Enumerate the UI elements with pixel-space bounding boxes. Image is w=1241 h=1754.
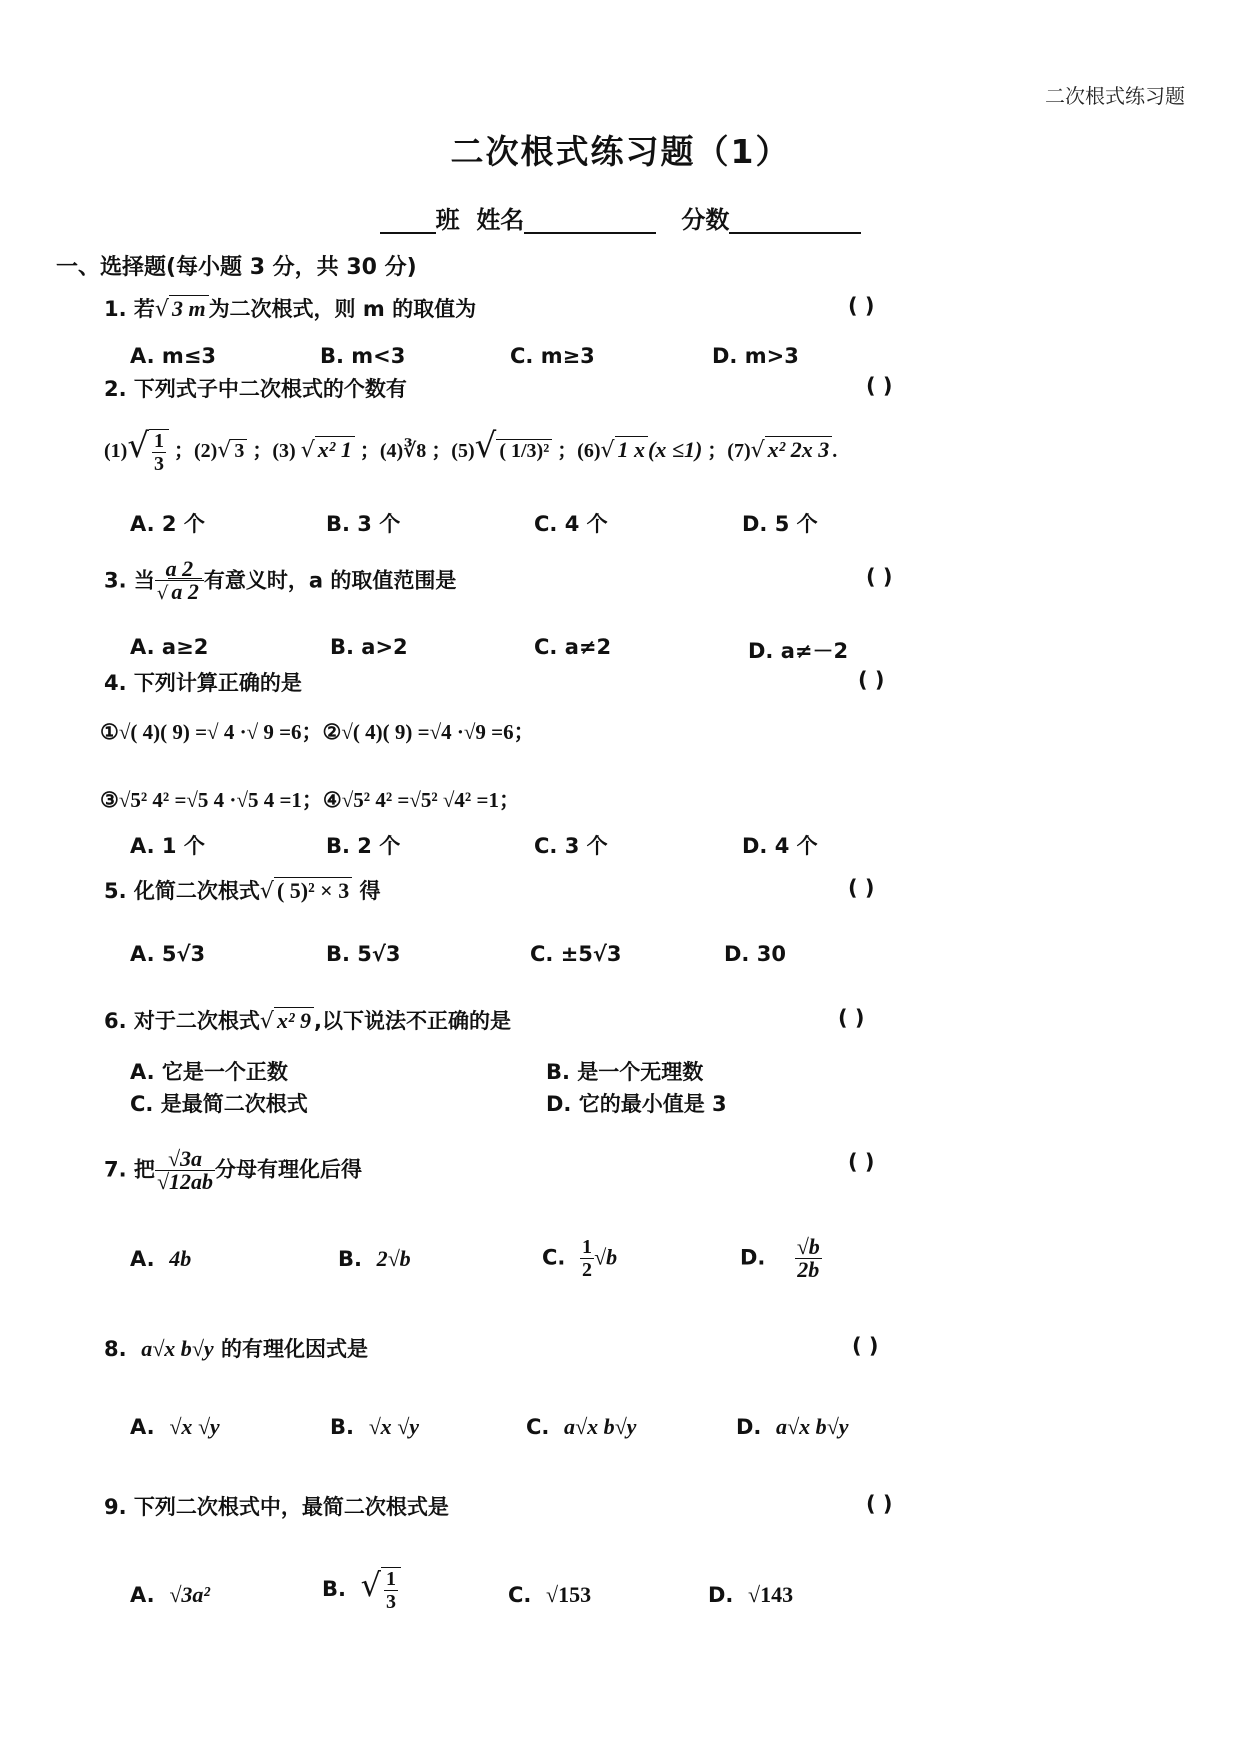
score-blank[interactable]	[729, 206, 861, 234]
score-label: 分数	[681, 206, 730, 234]
q2-sep-6: ；(7)	[707, 440, 751, 462]
q1-option-b[interactable]: B. m<3	[320, 344, 406, 368]
q2-expr-1-label: (1)	[104, 440, 128, 462]
q5-option-d[interactable]: D. 30	[724, 942, 786, 966]
q5-number: 5.	[104, 879, 127, 903]
q6-option-c[interactable]: C. 是最简二次根式	[130, 1092, 308, 1116]
q2-option-a[interactable]: A. 2 个	[130, 512, 205, 536]
q7-option-d[interactable]: D. $\frac{√b}{2b}$	[740, 1234, 820, 1282]
q8-option-c[interactable]: C. a√x b√y	[526, 1414, 637, 1439]
question-4	[104, 668, 302, 698]
q4-option-d[interactable]: D. 4 个	[742, 834, 818, 858]
question-1	[104, 294, 476, 325]
q1-option-d[interactable]: D. m>3	[712, 344, 799, 368]
q6-answer-paren[interactable]: ( )	[838, 1006, 865, 1030]
q2-option-c[interactable]: C. 4 个	[534, 512, 608, 536]
q7-option-a[interactable]: A. 4b	[130, 1246, 192, 1271]
q8-option-d[interactable]: D. a√x b√y	[736, 1414, 849, 1439]
student-info-line	[0, 200, 1241, 235]
sqrt-symbol: √	[127, 426, 149, 466]
q1-pre: 若	[133, 297, 155, 321]
question-9	[104, 1492, 449, 1522]
q9-text: 下列二次根式中，最简二次根式是	[133, 1495, 449, 1519]
q8-post: 的有理化因式是	[220, 1337, 368, 1361]
q2-option-d[interactable]: D. 5 个	[742, 512, 818, 536]
sqrt-symbol: √	[217, 438, 232, 463]
q2-expr-3: x² 1	[315, 436, 355, 462]
q6-option-a[interactable]: A. 它是一个正数	[130, 1060, 288, 1084]
q9-option-b[interactable]: B. √ $\frac{1}{3}$	[322, 1566, 401, 1613]
q2-expressions	[104, 426, 837, 475]
q5-post: 得	[359, 879, 381, 903]
page-title: 二次根式练习题（1）	[450, 132, 791, 171]
sqrt-symbol: √	[750, 438, 765, 463]
q3-answer-paren[interactable]: ( )	[866, 565, 893, 589]
q5-radicand: ( 5)² × 3	[274, 877, 352, 903]
q9-number: 9.	[104, 1495, 127, 1519]
running-header: 二次根式练习题	[1045, 84, 1185, 108]
question-8	[104, 1334, 368, 1364]
sqrt-symbol: √	[474, 426, 497, 466]
q4-statement-line-1: ①√( 4)( 9) =√ 4 ·√ 9 =6；②√( 4)( 9) =√4 ·√9 =6；	[100, 720, 535, 744]
q7-fraction: $\frac{√3a}{√12ab}$	[156, 1146, 213, 1194]
q2-sep-2: ；(3)	[252, 440, 296, 462]
q2-answer-paren[interactable]: ( )	[866, 374, 893, 398]
q8-option-b[interactable]: B. √x √y	[330, 1414, 420, 1439]
question-6	[104, 1006, 511, 1037]
q7-pre: 把	[133, 1157, 155, 1182]
q9-option-a[interactable]: A. √3a²	[130, 1582, 210, 1607]
q9-option-d[interactable]: D. √143	[708, 1582, 794, 1607]
q7-answer-paren[interactable]: ( )	[848, 1150, 875, 1174]
q1-radicand: 3 m	[169, 295, 209, 321]
q2-expr-5: ( 1/3)²	[496, 439, 552, 462]
q7-number: 7.	[104, 1157, 127, 1182]
q8-number: 8.	[104, 1337, 127, 1361]
q2-sep-4: ；(5)	[431, 440, 475, 462]
q2-end: .	[832, 440, 838, 462]
q3-option-a[interactable]: A. a≥2	[130, 635, 209, 659]
q8-option-a[interactable]: A. √x √y	[130, 1414, 220, 1439]
q5-option-c[interactable]: C. ±5√3	[530, 942, 622, 966]
q2-expr-4: ∛8	[403, 440, 427, 462]
class-blank[interactable]	[380, 206, 436, 234]
q2-expr-6: 1 x	[615, 436, 649, 462]
q3-fraction: $\frac{a 2}{√ a 2}$	[155, 558, 204, 605]
q2-expr-1-frac: $\frac{1}{3}$	[149, 429, 169, 475]
q1-option-a[interactable]: A. m≤3	[130, 344, 217, 368]
q6-post: ,以下说法不正确的是	[314, 1009, 512, 1033]
sqrt-symbol: √	[300, 438, 315, 463]
q4-answer-paren[interactable]: ( )	[858, 668, 885, 692]
q2-sep-5: ；(6)	[557, 440, 601, 462]
q6-option-b[interactable]: B. 是一个无理数	[546, 1060, 704, 1084]
q3-option-b[interactable]: B. a>2	[330, 635, 408, 659]
q6-radicand: x² 9	[274, 1007, 314, 1033]
q2-sep-3: ；(4)	[359, 440, 404, 462]
q9-answer-paren[interactable]: ( )	[866, 1492, 893, 1516]
q2-sep-1: ；(2)	[174, 440, 218, 462]
q1-post: 为二次根式，则 m 的取值为	[208, 297, 477, 321]
sqrt-symbol: √	[154, 297, 169, 322]
q1-number: 1.	[104, 297, 127, 321]
q7-option-c[interactable]: C. $\frac{1}{2}$ √b	[542, 1236, 618, 1281]
q6-number: 6.	[104, 1009, 127, 1033]
q6-pre: 对于二次根式	[133, 1009, 260, 1033]
q3-number: 3.	[104, 568, 127, 593]
sqrt-symbol: √	[259, 879, 274, 904]
q2-expr-2: 3	[231, 439, 247, 462]
q3-option-c[interactable]: C. a≠2	[534, 635, 612, 659]
q4-option-c[interactable]: C. 3 个	[534, 834, 608, 858]
q2-text: 下列式子中二次根式的个数有	[133, 377, 407, 401]
q6-option-d[interactable]: D. 它的最小值是 3	[546, 1092, 727, 1116]
q8-expression: a√x b√y	[141, 1336, 214, 1361]
sqrt-symbol: √	[600, 438, 615, 463]
name-blank[interactable]	[524, 206, 656, 234]
q2-expr-6-cond: (x ≤1)	[648, 437, 703, 462]
q4-option-b[interactable]: B. 2 个	[326, 834, 401, 858]
q1-option-c[interactable]: C. m≥3	[510, 344, 595, 368]
q5-option-a[interactable]: A. 5√3	[130, 942, 206, 966]
question-5	[104, 876, 381, 907]
q2-option-b[interactable]: B. 3 个	[326, 512, 401, 536]
question-7	[104, 1148, 362, 1193]
question-2	[104, 374, 407, 404]
q4-option-a[interactable]: A. 1 个	[130, 834, 205, 858]
q9-option-c[interactable]: C. √153	[508, 1582, 592, 1607]
q3-pre: 当	[133, 568, 155, 593]
q5-answer-paren[interactable]: ( )	[848, 876, 875, 900]
q3-option-d[interactable]: D. a≠－2	[748, 639, 849, 663]
question-3	[104, 558, 456, 605]
q7-post: 分母有理化后得	[214, 1157, 362, 1182]
sqrt-symbol: √	[259, 1009, 274, 1034]
section-heading: 一、选择题(每小题 3 分，共 30 分)	[56, 255, 417, 280]
name-label: 姓名	[476, 206, 525, 234]
q1-answer-paren[interactable]: ( )	[848, 294, 875, 318]
q3-post: 有意义时，a 的取值范围是	[203, 568, 457, 593]
q2-number: 2.	[104, 377, 127, 401]
q4-number: 4.	[104, 671, 127, 695]
q8-answer-paren[interactable]: ( )	[852, 1334, 879, 1358]
q7-option-b[interactable]: B. 2√b	[338, 1246, 411, 1271]
q2-expr-7: x² 2x 3	[765, 436, 833, 462]
q5-option-b[interactable]: B. 5√3	[326, 942, 401, 966]
q4-text: 下列计算正确的是	[133, 671, 302, 695]
q5-pre: 化简二次根式	[133, 879, 260, 903]
q4-statement-line-2: ③√5² 4² =√5 4 ·√5 4 =1；④√5² 4² =√5² √4² =1；	[100, 788, 520, 812]
class-label: 班	[435, 206, 460, 234]
